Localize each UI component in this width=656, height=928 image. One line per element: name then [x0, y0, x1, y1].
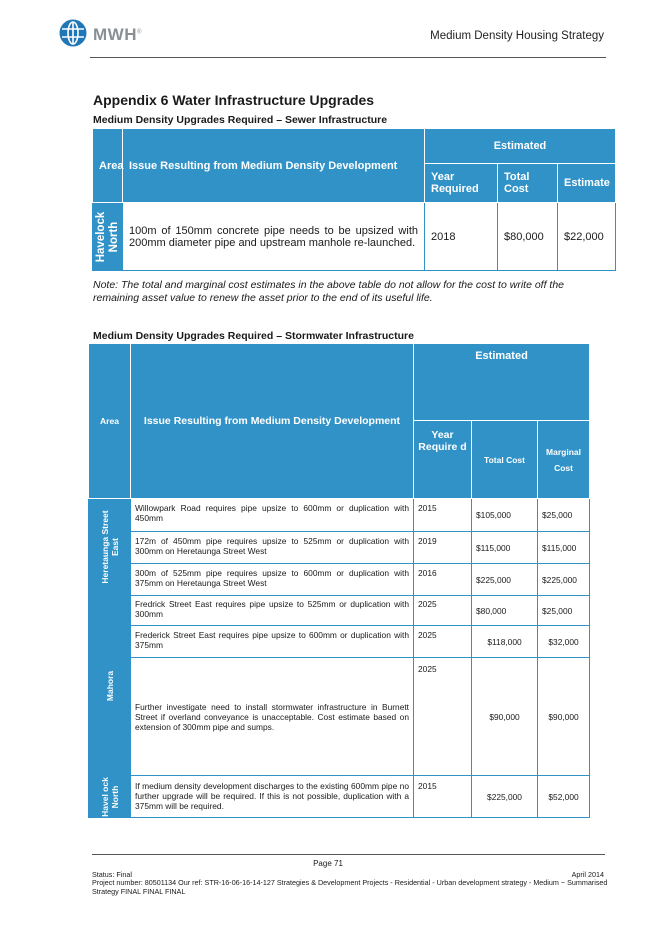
footer-date: April 2014 — [571, 870, 604, 879]
issue-cell: Fredrick Street East requires pipe upsize to 525mm or duplication with 300mm — [131, 596, 414, 626]
year-cell: 2015 — [414, 776, 472, 818]
area-cell — [93, 203, 123, 271]
marginal-cost-cell: $90,000 — [538, 658, 590, 776]
storm-header-issue: Issue Resulting from Medium Density Development — [131, 344, 414, 499]
table-row — [89, 532, 590, 564]
table-row — [89, 596, 590, 626]
marginal-cost-cell: $225,000 — [538, 564, 590, 596]
marginal-cost-cell: $115,000 — [538, 532, 590, 564]
header-title: Medium Density Housing Strategy — [430, 30, 604, 42]
year-cell: 2018 — [425, 203, 498, 271]
table-row — [89, 776, 590, 818]
sewer-header-issue: Issue Resulting from Medium Density Development — [123, 129, 425, 203]
area-cell — [89, 776, 131, 818]
marginal-cost-cell: $32,000 — [538, 626, 590, 658]
area-label: Mahora — [104, 670, 115, 701]
sewer-header-estimated: Estimated — [425, 129, 616, 164]
marginal-cost-cell: $25,000 — [538, 596, 590, 626]
total-cost-cell: $90,000 — [472, 658, 538, 776]
total-cost-cell: $115,000 — [472, 532, 538, 564]
issue-cell: Willowpark Road requires pipe upsize to 600mm or duplication with 450mm — [131, 499, 414, 532]
total-cost-cell: $80,000 — [498, 203, 558, 271]
issue-cell: 172m of 450mm pipe requires upsize to 525mm or duplication with 300mm on Heretaunga Street West — [131, 532, 414, 564]
mwh-globe-icon — [59, 19, 87, 47]
sewer-table — [92, 128, 616, 271]
issue-cell: If medium density development discharges to the existing 600mm pipe no further upgrade will be required. If this is not possible, duplication with a 375mm will be required. — [131, 776, 414, 818]
area-label: Havel ock North — [99, 776, 120, 817]
year-cell: 2025 — [414, 626, 472, 658]
stormwater-table — [88, 343, 590, 818]
area-cell — [89, 499, 131, 596]
total-cost-cell: $225,000 — [472, 564, 538, 596]
year-cell: 2025 — [414, 658, 472, 776]
table-row — [89, 626, 590, 658]
total-cost-cell: $225,000 — [472, 776, 538, 818]
sewer-header-year: Year Required — [425, 164, 498, 203]
storm-header-estimated: Estimated — [414, 344, 590, 421]
sewer-section-title: Medium Density Upgrades Required – Sewer Infrastructure — [93, 114, 388, 126]
area-cell — [89, 596, 131, 776]
area-label: Heretaunga Street East — [99, 510, 120, 584]
sewer-header-estimate: Estimate — [558, 164, 616, 203]
issue-cell: 300m of 525mm pipe requires upsize to 600mm or duplication with 375mm on Heretaunga Street West — [131, 564, 414, 596]
year-cell: 2025 — [414, 596, 472, 626]
storm-header-total: Total Cost — [472, 421, 538, 499]
footer-project-reference: Project number: 80501134 Our ref: STR-16-06-16-14-127 Strategies & Development Projects - Residential - Urban development strategy - Medium ~ Summarised Strategy FINAL FINAL FINAL — [92, 878, 608, 896]
page-number: Page 71 — [313, 859, 343, 868]
issue-cell: Further investigate need to install stormwater infrastructure in Burnett Street if overland conveyance is unacceptable. Cost estimate based on extension of 300mm pipe and sumps. — [131, 658, 414, 776]
cost-note: Note: The total and marginal cost estimates in the above table do not allow for the cost to write off the remaining asset value to renew the asset prior to the end of its useful life. — [93, 279, 565, 304]
estimate-cell: $22,000 — [558, 203, 616, 271]
footer-status: Status: Final — [92, 870, 132, 879]
table-row — [89, 499, 590, 532]
marginal-cost-cell: $25,000 — [538, 499, 590, 532]
sewer-header-area: Area — [93, 129, 123, 203]
total-cost-cell: $118,000 — [472, 626, 538, 658]
storm-header-area: Area — [89, 344, 131, 499]
marginal-cost-cell: $52,000 — [538, 776, 590, 818]
storm-header-marginal: Marginal Cost — [538, 421, 590, 499]
table-row — [89, 564, 590, 596]
total-cost-cell: $105,000 — [472, 499, 538, 532]
total-cost-cell: $80,000 — [472, 596, 538, 626]
year-cell: 2015 — [414, 499, 472, 532]
appendix-title: Appendix 6 Water Infrastructure Upgrades — [93, 92, 375, 108]
area-label: Havelock North — [94, 211, 120, 262]
issue-cell: 100m of 150mm concrete pipe needs to be upsized with 200mm diameter pipe and upstream manhole re-launched. — [123, 203, 425, 271]
header-divider — [90, 57, 606, 58]
stormwater-section-title: Medium Density Upgrades Required – Stormwater Infrastructure — [93, 330, 414, 342]
footer-divider — [92, 854, 605, 855]
year-cell: 2019 — [414, 532, 472, 564]
sewer-header-total: Total Cost — [498, 164, 558, 203]
table-row — [89, 658, 590, 776]
issue-cell: Frederick Street East requires pipe upsize to 600mm or duplication with 375mm — [131, 626, 414, 658]
table-row — [93, 203, 616, 271]
storm-header-year: Year Require d — [414, 421, 472, 499]
logo-text: MWH® — [93, 25, 142, 44]
year-cell: 2016 — [414, 564, 472, 596]
